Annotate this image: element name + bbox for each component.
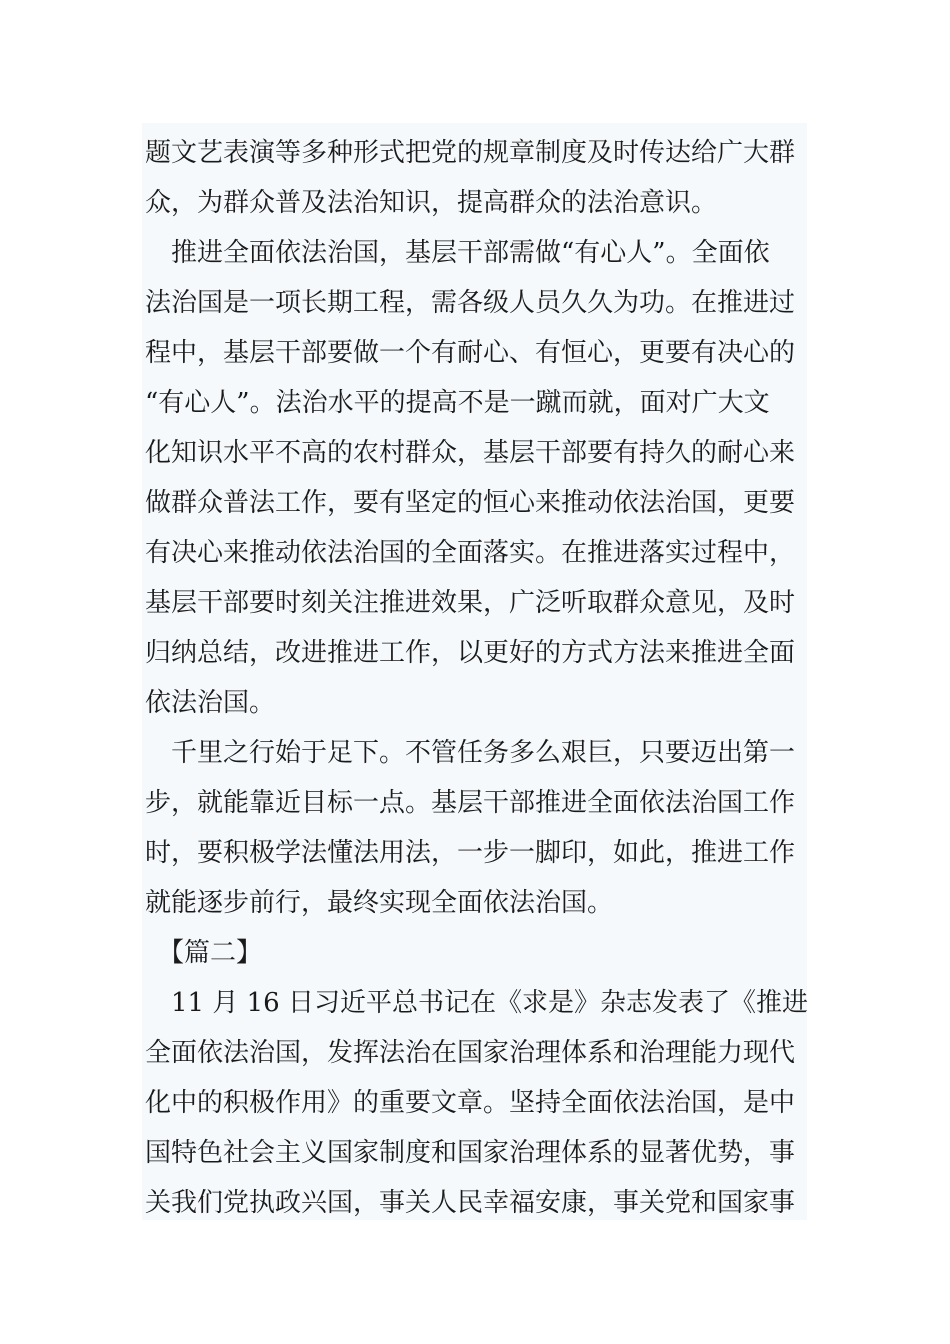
text-line: 就能逐步前行，最终实现全面依法治国。	[145, 888, 614, 918]
text-line: “有心人”。法治水平的提高不是一蹴而就，面对广大文	[145, 388, 770, 418]
text-line: 有决心来推动依法治国的全面落实。在推进落实过程中，	[145, 538, 796, 568]
text-line: 时，要积极学法懂法用法，一步一脚印，如此，推进工作	[145, 838, 796, 868]
document-text-block	[142, 123, 807, 1220]
text-line: 法治国是一项长期工程，需各级人员久久为功。在推进过	[145, 288, 796, 318]
text-line: 全面依法治国，发挥法治在国家治理体系和治理能力现代	[145, 1038, 796, 1068]
text-line: 基层干部要时刻关注推进效果，广泛听取群众意见，及时	[145, 588, 796, 618]
text-line: 依法治国。	[145, 688, 276, 718]
text-line: 化知识水平不高的农村群众，基层干部要有持久的耐心来	[145, 438, 796, 468]
text-line: 关我们党执政兴国，事关人民幸福安康，事关党和国家事	[145, 1188, 796, 1218]
text-line: 题文艺表演等多种形式把党的规章制度及时传达给广大群	[145, 138, 796, 168]
text-line: 程中，基层干部要做一个有耐心、有恒心，更要有决心的	[145, 338, 796, 368]
text-line: 千里之行始于足下。不管任务多么艰巨，只要迈出第一	[145, 738, 796, 768]
text-line: 做群众普法工作，要有坚定的恒心来推动依法治国，更要	[145, 488, 796, 518]
text-line: 国特色社会主义国家制度和国家治理体系的显著优势，事	[145, 1138, 796, 1168]
section-heading: 【篇二】	[145, 938, 263, 968]
text-line: 归纳总结，改进推进工作，以更好的方式方法来推进全面	[145, 638, 796, 668]
text-line: 步，就能靠近目标一点。基层干部推进全面依法治国工作	[145, 788, 796, 818]
text-line: 化中的积极作用》的重要文章。坚持全面依法治国，是中	[145, 1088, 796, 1118]
text-line: 11 月 16 日习近平总书记在《求是》杂志发表了《推进	[145, 988, 808, 1018]
text-line: 推进全面依法治国，基层干部需做“有心人”。全面依	[145, 238, 770, 268]
text-line: 众，为群众普及法治知识，提高群众的法治意识。	[145, 188, 718, 218]
